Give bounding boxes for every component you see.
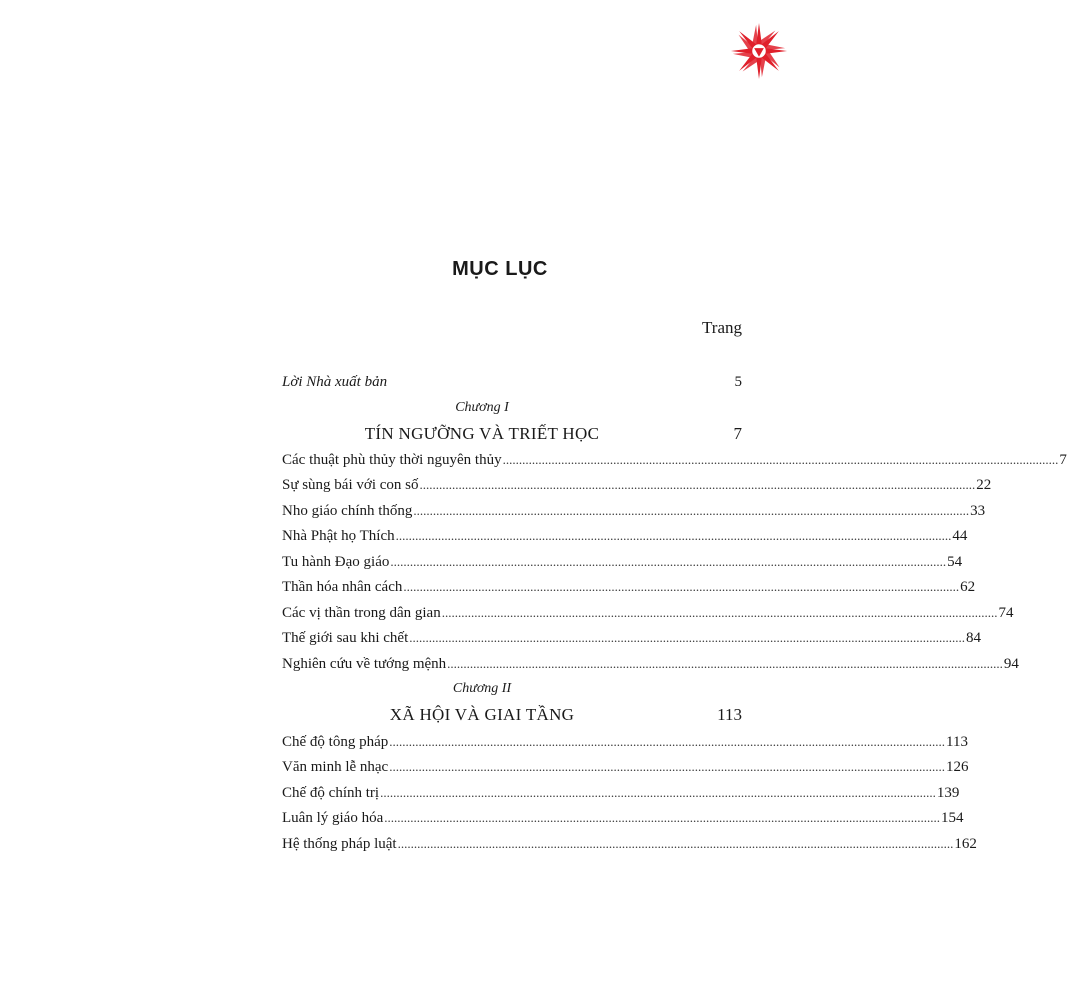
toc-entry-label: Chế độ chính trị [282, 785, 380, 801]
toc-entry-page: 5 [734, 374, 742, 390]
toc-leader: ........................................................................................................................................................................... [389, 734, 945, 749]
toc-leader: ........................................................................................................................................................................... [384, 810, 940, 825]
toc-entry-label: Hệ thống pháp luật [282, 836, 397, 852]
toc-entry-label: Thần hóa nhân cách [282, 579, 403, 595]
page-column-heading: Trang [702, 318, 742, 337]
toc-entry-page: 7 [1059, 452, 1067, 468]
toc-entry-page: 113 [946, 734, 968, 750]
toc-entry[interactable] [282, 806, 964, 830]
toc-entry-label: Sự sùng bái với con số [282, 477, 419, 493]
toc-entry-page: 94 [1003, 656, 1019, 672]
toc-entry[interactable] [282, 575, 976, 599]
publisher-star-logo-icon [730, 22, 788, 80]
chapter-heading[interactable] [282, 703, 742, 727]
toc-entry-page: 44 [952, 528, 968, 544]
toc-entry-page: 154 [940, 810, 964, 826]
toc-leader: ........................................................................................................................................................................... [409, 630, 965, 645]
toc-entry-label: Các thuật phù thủy thời nguyên thủy [282, 452, 502, 468]
toc-entry-label: Luân lý giáo hóa [282, 810, 384, 826]
toc-entry[interactable] [282, 601, 1014, 625]
toc-leader: ........................................................................................................................................................................... [390, 554, 947, 569]
chapter-page: 113 [717, 705, 742, 724]
toc-entry[interactable] [282, 626, 981, 650]
toc-leader: ........................................................................................................................................................................... [441, 605, 998, 620]
toc-entry[interactable] [282, 473, 992, 497]
toc-leader: ........................................................................................................................................................................... [447, 656, 1003, 671]
chapter-label: Chương II [452, 681, 512, 696]
toc-leader: ........................................................................................................................................................................... [389, 759, 945, 774]
page-title: MỤC LỤC [452, 258, 548, 280]
toc-entry-label: Văn minh lễ nhạc [282, 759, 389, 775]
toc-entry[interactable] [282, 832, 977, 856]
chapter-title: XÃ HỘI VÀ GIAI TẦNG [389, 705, 575, 724]
toc-entry[interactable] [282, 550, 963, 574]
chapter-heading[interactable] [282, 422, 742, 446]
chapter-title: TÍN NGƯỠNG VÀ TRIẾT HỌC [364, 424, 600, 443]
toc-entry[interactable] [282, 652, 1019, 676]
toc-leader: ........................................................................................................................................................................... [397, 836, 954, 851]
toc-leader: ........................................................................................................................................................................... [413, 503, 970, 518]
toc-entry-label: Lời Nhà xuất bản [282, 374, 388, 390]
toc-entry-label: Thế giới sau khi chết [282, 630, 409, 646]
toc-entry[interactable] [282, 755, 969, 779]
toc-leader: ........................................................................................................................................................................... [419, 477, 976, 492]
toc-entry-intro[interactable] [282, 370, 742, 394]
toc-entry-page: 33 [970, 503, 986, 519]
toc-entry-page: 139 [936, 785, 960, 801]
toc-entry-page: 62 [960, 579, 976, 595]
toc-leader: ........................................................................................................................................................................... [502, 452, 1059, 467]
toc-leader: ........................................................................................................................................................................... [380, 785, 936, 800]
toc-entry[interactable] [282, 448, 1067, 472]
toc-entry-label: Nho giáo chính thống [282, 503, 413, 519]
toc-leader: ........................................................................................................................................................................... [403, 579, 960, 594]
toc-entry[interactable] [282, 730, 968, 754]
chapter-page: 7 [733, 424, 742, 443]
toc-entry-label: Nghiên cứu về tướng mệnh [282, 656, 447, 672]
toc-entry-label: Các vị thần trong dân gian [282, 605, 441, 621]
toc-entry[interactable] [282, 781, 960, 805]
toc-entry-page: 74 [998, 605, 1014, 621]
toc-entry[interactable] [282, 499, 986, 523]
toc-entry-page: 162 [954, 836, 977, 852]
chapter-label: Chương I [455, 400, 509, 415]
toc-entry[interactable] [282, 524, 968, 548]
toc-leader: ........................................................................................................................................................................... [395, 528, 952, 543]
toc-entry-label: Nhà Phật họ Thích [282, 528, 395, 544]
toc-entry-page: 22 [976, 477, 992, 493]
toc-entry-label: Tu hành Đạo giáo [282, 554, 390, 570]
toc-entry-page: 126 [945, 759, 969, 775]
toc-entry-page: 54 [947, 554, 963, 570]
toc-entry-page: 84 [965, 630, 981, 646]
toc-entry-label: Chế độ tông pháp [282, 734, 389, 750]
